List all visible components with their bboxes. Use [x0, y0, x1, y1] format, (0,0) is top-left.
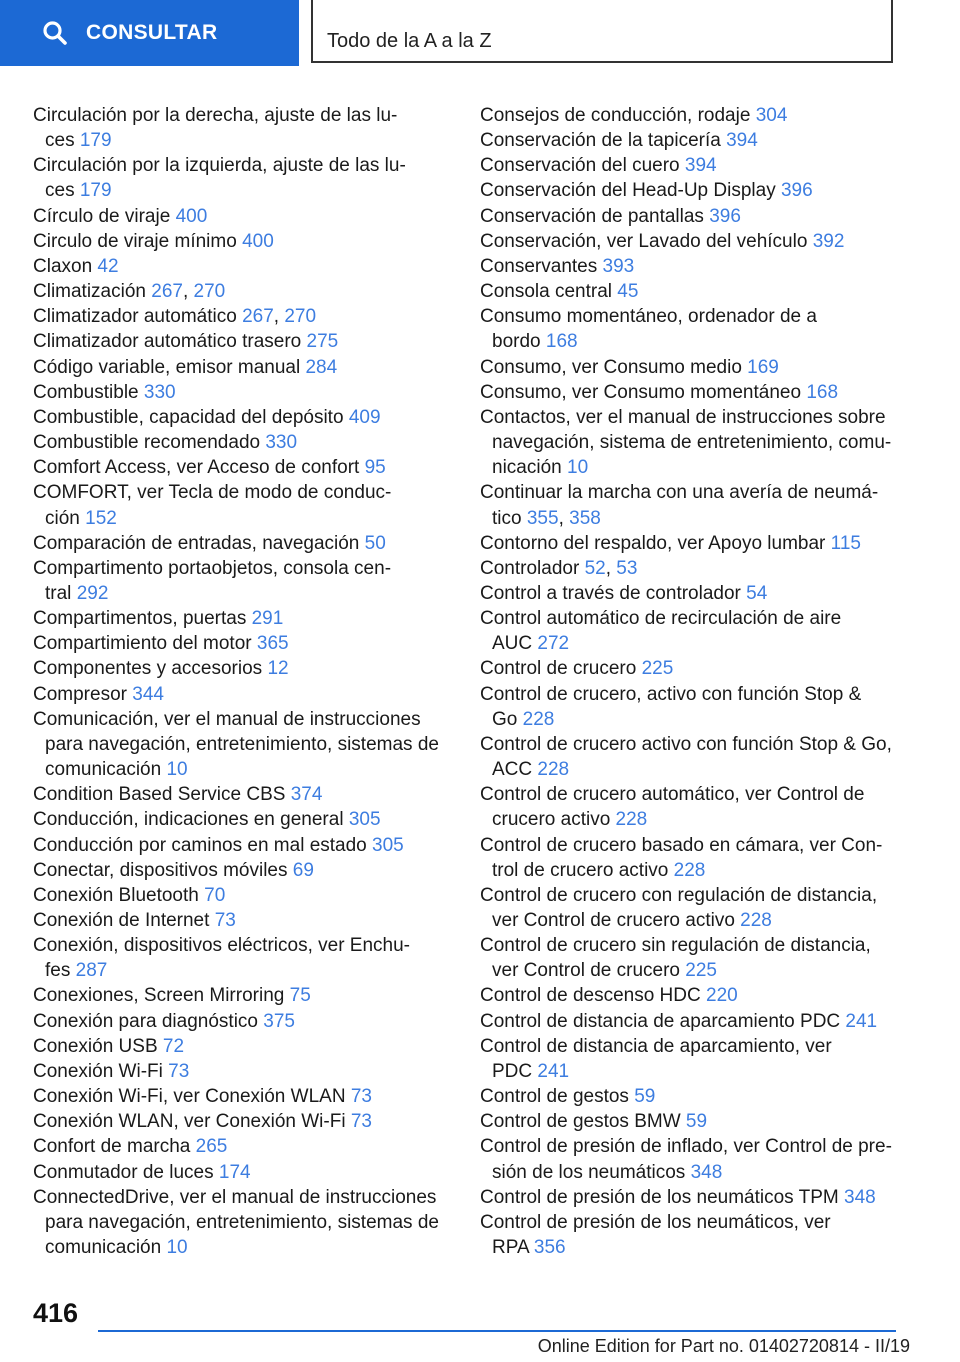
- consult-button[interactable]: [0, 0, 299, 66]
- entry-text: Control de crucero basado en cámara, ver Con-: [480, 834, 883, 856]
- page-link[interactable]: 394: [726, 130, 758, 152]
- consult-label: CONSULTAR: [86, 21, 218, 44]
- entry-text: Combustible recomendado: [33, 432, 266, 454]
- index-entry: [33, 229, 445, 254]
- entry-text: Conservación, ver Lavado del vehículo: [480, 230, 813, 252]
- page-link[interactable]: 174: [218, 1161, 251, 1183]
- page-link[interactable]: 169: [747, 356, 779, 378]
- index-entry: [33, 682, 445, 707]
- page-link[interactable]: 305: [372, 834, 404, 856]
- entry-text: RPA: [492, 1237, 534, 1259]
- page-link[interactable]: 45: [617, 281, 639, 303]
- entry-text: Conexiones, Screen Mirroring: [33, 985, 290, 1007]
- page-separator: ,: [605, 557, 617, 579]
- page-link[interactable]: 292: [76, 582, 109, 604]
- entry-text: Confort de marcha: [33, 1136, 196, 1158]
- entry-text: Componentes y accesorios: [33, 658, 268, 680]
- entry-text: Conservación de la tapicería: [480, 130, 727, 152]
- page-link[interactable]: 228: [615, 809, 648, 831]
- index-entry: [33, 1059, 445, 1084]
- entry-text: Comunicación, ver el manual de instrucciones: [33, 708, 421, 730]
- index-entry: [33, 204, 445, 229]
- index-entry: [33, 631, 445, 656]
- page-link[interactable]: 400: [242, 230, 274, 252]
- entry-text: Consumo momentáneo, ordenador de a: [480, 306, 817, 328]
- index-entry: [33, 782, 445, 807]
- index-entry: [33, 355, 445, 380]
- entry-text: AUC: [492, 633, 538, 655]
- page-link[interactable]: 228: [673, 859, 706, 881]
- index-entry: [480, 883, 900, 933]
- entry-text: Control de crucero sin regulación de distancia,: [480, 935, 871, 957]
- page-link[interactable]: 228: [522, 708, 555, 730]
- index-entry: [480, 1185, 900, 1210]
- index-entry: [33, 304, 445, 329]
- section-title: Todo de la A a la Z: [327, 30, 492, 52]
- index-entry: [480, 480, 900, 530]
- page-link[interactable]: 59: [634, 1086, 656, 1108]
- page-link[interactable]: 284: [305, 356, 338, 378]
- entry-text: Conmutador de luces: [33, 1161, 219, 1183]
- footer-edition: Online Edition for Part no. 01402720814 - II/19: [537, 1336, 910, 1356]
- entry-text: Control de descenso HDC: [480, 985, 706, 1007]
- entry-text: Conservación de pantallas: [480, 205, 710, 227]
- entry-text: trol de crucero activo: [492, 859, 674, 881]
- entry-text: Circulación por la izquierda, ajuste de las lu-: [33, 155, 406, 177]
- page-link[interactable]: 275: [306, 331, 339, 353]
- index-entry: [33, 455, 445, 480]
- index-entry: [480, 732, 900, 782]
- index-entry: [33, 858, 445, 883]
- index-entry: [480, 153, 900, 178]
- index-entry: [33, 480, 445, 530]
- entry-text: para navegación, entretenimiento, sistemas de: [45, 733, 439, 755]
- entry-text: ces: [45, 180, 80, 202]
- index-entry: [33, 1009, 445, 1034]
- index-entry: [33, 430, 445, 455]
- entry-text: Conexión, dispositivos eléctricos, ver Enchu-: [33, 935, 411, 957]
- page-link[interactable]: 272: [537, 633, 570, 655]
- page-link[interactable]: 394: [684, 155, 717, 177]
- page-link[interactable]: 220: [706, 985, 738, 1007]
- entry-text: Circulación por la derecha, ajuste de las lu-: [33, 105, 398, 126]
- page-link[interactable]: 400: [175, 205, 208, 227]
- search-icon: [42, 20, 68, 46]
- index-entry: [480, 682, 900, 732]
- entry-text: Conservación del Head-Up Display: [480, 180, 781, 202]
- page-link[interactable]: 168: [806, 381, 839, 403]
- page-link[interactable]: 10: [567, 457, 589, 479]
- entry-text: Compartimento portaobjetos, consola cen-: [33, 557, 392, 579]
- index-entry: [480, 229, 900, 254]
- index-entry: [33, 1134, 445, 1159]
- page-link[interactable]: 287: [75, 960, 108, 982]
- page-link[interactable]: 228: [537, 759, 570, 781]
- page-link[interactable]: 69: [292, 859, 314, 881]
- page-link[interactable]: 52: [584, 557, 606, 579]
- index-entry: [33, 531, 445, 556]
- entry-text: ver Control de crucero activo: [492, 910, 741, 931]
- entry-text: Compartimiento del motor: [33, 633, 257, 655]
- entry-text: Compartimentos, puertas: [33, 608, 252, 630]
- page-link[interactable]: 228: [740, 910, 772, 931]
- entry-text: Control de gestos BMW: [480, 1111, 686, 1133]
- entry-text: Control de crucero, activo con función Stop &: [480, 683, 862, 705]
- page-link[interactable]: 267: [151, 281, 183, 303]
- index-entry: [33, 933, 445, 983]
- index-entry: [480, 656, 900, 681]
- entry-text: comunicación: [45, 759, 167, 781]
- entry-text: para navegación, entretenimiento, sistemas de: [45, 1211, 439, 1233]
- page-link[interactable]: 12: [267, 658, 289, 680]
- page-link[interactable]: 72: [162, 1035, 185, 1057]
- index-entry: [33, 707, 445, 782]
- entry-text: Control a través de controlador: [480, 582, 747, 604]
- index-entry: [33, 833, 445, 858]
- entry-text: Comparación de entradas, navegación: [33, 532, 365, 554]
- entry-text: Climatizador automático trasero: [33, 331, 307, 353]
- entry-text: Controlador: [480, 557, 585, 579]
- page-link[interactable]: 305: [348, 809, 381, 831]
- page-link[interactable]: 344: [132, 683, 164, 705]
- index-entry: [480, 1084, 900, 1109]
- index-entry: [480, 581, 900, 606]
- entry-text: Control de distancia de aparcamiento PDC: [480, 1010, 846, 1032]
- entry-text: Contactos, ver el manual de instrucciones sobre: [480, 406, 886, 428]
- index-entry: [33, 254, 445, 279]
- page-link[interactable]: 348: [690, 1161, 723, 1183]
- entry-text: ACC: [492, 759, 538, 781]
- entry-text: fes: [45, 960, 76, 982]
- page-link[interactable]: 374: [290, 784, 323, 806]
- page-link[interactable]: 42: [97, 255, 119, 277]
- page-separator: ,: [558, 507, 570, 529]
- page-link[interactable]: 10: [166, 1237, 188, 1259]
- index-entry: [33, 807, 445, 832]
- index-entry: [480, 405, 900, 480]
- entry-text: Control de crucero automático, ver Control de: [480, 784, 865, 806]
- index-entry: [33, 656, 445, 681]
- index-entry: [480, 1009, 900, 1034]
- entry-text: comunicación: [45, 1237, 167, 1259]
- page-link[interactable]: 70: [204, 884, 226, 906]
- index-entry: [480, 178, 900, 203]
- entry-text: Control de crucero: [480, 658, 642, 680]
- entry-text: Conexión USB: [33, 1035, 163, 1057]
- entry-text: Control de gestos: [480, 1086, 635, 1108]
- page-link[interactable]: 291: [251, 608, 284, 630]
- entry-text: nicación: [492, 457, 567, 479]
- page-link[interactable]: 179: [79, 130, 112, 152]
- page-link[interactable]: 50: [364, 532, 386, 554]
- index-entry: [33, 908, 445, 933]
- page-link[interactable]: 73: [168, 1060, 190, 1082]
- entry-text: Conectar, dispositivos móviles: [33, 859, 293, 881]
- entry-text: Combustible, capacidad del depósito: [33, 406, 349, 428]
- page-link[interactable]: 73: [214, 910, 236, 931]
- entry-text: Control de distancia de aparcamiento, ver: [480, 1035, 832, 1057]
- index-entry: [480, 531, 900, 556]
- page-link[interactable]: 348: [844, 1186, 876, 1208]
- page-link[interactable]: 265: [195, 1136, 228, 1158]
- page-separator: ,: [273, 306, 285, 328]
- page-link[interactable]: 270: [193, 281, 226, 303]
- index-entry: [33, 1109, 445, 1134]
- entry-text: PDC: [492, 1060, 538, 1082]
- index-entry: [33, 556, 445, 606]
- page-link[interactable]: 115: [830, 532, 861, 554]
- header-bar: [0, 0, 960, 66]
- entry-text: Consejos de conducción, rodaje: [480, 105, 756, 126]
- page-link[interactable]: 75: [289, 985, 311, 1007]
- index-entry: [33, 279, 445, 304]
- entry-text: Código variable, emisor manual: [33, 356, 306, 378]
- index-entry: [33, 153, 445, 203]
- entry-text: ver Control de crucero: [492, 960, 686, 982]
- index-entry: [33, 1084, 445, 1109]
- entry-text: sión de los neumáticos: [492, 1161, 691, 1183]
- index-column-right: [480, 103, 900, 1260]
- index-entry: [33, 883, 445, 908]
- entry-text: Conexión Wi-Fi, ver Conexión WLAN: [33, 1086, 351, 1108]
- index-entry: [33, 1160, 445, 1185]
- entry-text: ConnectedDrive, ver el manual de instrucciones: [33, 1186, 437, 1208]
- page-link[interactable]: 241: [845, 1010, 878, 1032]
- index-entry: [33, 380, 445, 405]
- index-entry: [480, 606, 900, 656]
- page-separator: ,: [182, 281, 194, 303]
- page-link[interactable]: 179: [79, 180, 112, 202]
- index-entry: [33, 983, 445, 1008]
- entry-text: Conexión Wi-Fi: [33, 1060, 169, 1082]
- entry-text: Control automático de recirculación de aire: [480, 608, 842, 630]
- index-entry: [480, 279, 900, 304]
- entry-text: Círculo de viraje: [33, 205, 176, 227]
- index-entry: [33, 606, 445, 631]
- entry-text: Climatización: [33, 281, 152, 303]
- entry-text: Contorno del respaldo, ver Apoyo lumbar: [480, 532, 831, 554]
- page-number: 416: [33, 1298, 79, 1328]
- page-link[interactable]: 241: [537, 1060, 570, 1082]
- entry-text: Claxon: [33, 255, 98, 277]
- page-link[interactable]: 355: [526, 507, 559, 529]
- entry-text: ces: [45, 130, 80, 152]
- index-entry: [480, 833, 900, 883]
- entry-text: crucero activo: [492, 809, 616, 831]
- entry-text: Conducción, indicaciones en general: [33, 809, 349, 831]
- index-entry: [33, 329, 445, 354]
- entry-text: Condition Based Service CBS: [33, 784, 291, 806]
- page-link[interactable]: 59: [685, 1111, 708, 1133]
- page-link[interactable]: 73: [350, 1086, 372, 1108]
- index-entry: [480, 254, 900, 279]
- index-entry: [480, 304, 900, 354]
- page-link[interactable]: 396: [709, 205, 741, 227]
- index-entry: [480, 1134, 900, 1184]
- entry-text: navegación, sistema de entretenimiento, comu-: [492, 432, 892, 454]
- entry-text: Conexión para diagnóstico: [33, 1010, 264, 1032]
- entry-text: Conexión Bluetooth: [33, 884, 205, 906]
- entry-text: Consola central: [480, 281, 618, 303]
- page-link[interactable]: 358: [569, 507, 601, 529]
- page-link[interactable]: 392: [812, 230, 845, 252]
- entry-text: Control de crucero con regulación de distancia,: [480, 884, 878, 906]
- entry-text: Control de crucero activo con función Stop & Go,: [480, 733, 892, 755]
- page-link[interactable]: 393: [602, 255, 635, 277]
- page-link[interactable]: 267: [242, 306, 274, 328]
- index-entry: [480, 380, 900, 405]
- entry-text: Continuar la marcha con una avería de neumá-: [480, 482, 879, 504]
- index-column-left: [33, 103, 445, 1260]
- section-tab[interactable]: [311, 0, 893, 63]
- index-entry: [480, 1034, 900, 1084]
- entry-text: bordo: [492, 331, 546, 353]
- entry-text: ción: [45, 507, 86, 529]
- page-link[interactable]: 95: [364, 457, 386, 479]
- entry-text: tico: [492, 507, 527, 529]
- index-entry: [480, 204, 900, 229]
- page-link[interactable]: 73: [350, 1111, 372, 1133]
- page-link[interactable]: 365: [256, 633, 289, 655]
- page-link[interactable]: 225: [641, 658, 674, 680]
- index-entry: [480, 103, 900, 128]
- page-link[interactable]: 10: [166, 759, 188, 781]
- entry-text: Combustible: [33, 381, 144, 403]
- page-link[interactable]: 409: [348, 406, 381, 428]
- entry-text: Control de presión de inflado, ver Control de pre-: [480, 1136, 892, 1158]
- footer-divider: [98, 1330, 896, 1332]
- page-link[interactable]: 396: [780, 180, 813, 202]
- entry-text: Control de presión de los neumáticos, ver: [480, 1211, 831, 1233]
- index-entry: [480, 782, 900, 832]
- entry-text: Conducción por caminos en mal estado: [33, 834, 373, 856]
- page-link[interactable]: 304: [755, 105, 788, 126]
- index-entry: [480, 983, 900, 1008]
- page-link[interactable]: 375: [263, 1010, 295, 1032]
- entry-text: Conexión de Internet: [33, 910, 215, 931]
- entry-text: Conservación del cuero: [480, 155, 685, 177]
- index-entry: [480, 1109, 900, 1134]
- index-entry: [480, 556, 900, 581]
- entry-text: COMFORT, ver Tecla de modo de conduc-: [33, 482, 392, 504]
- index-entry: [480, 1210, 900, 1260]
- index-entry: [33, 1034, 445, 1059]
- entry-text: Compresor: [33, 683, 133, 705]
- index-entry: [480, 128, 900, 153]
- page-link[interactable]: 168: [545, 331, 578, 353]
- index-entry: [33, 103, 445, 153]
- index-entry: [33, 405, 445, 430]
- entry-text: Conservantes: [480, 255, 603, 277]
- entry-text: Go: [492, 708, 523, 730]
- entry-text: Circulo de viraje mínimo: [33, 230, 243, 252]
- index-entry: [480, 933, 900, 983]
- entry-text: Consumo, ver Consumo medio: [480, 356, 748, 378]
- entry-text: Comfort Access, ver Acceso de confort: [33, 457, 365, 479]
- page-link[interactable]: 53: [616, 557, 638, 579]
- page-link[interactable]: 270: [284, 306, 317, 328]
- entry-text: Conexión WLAN, ver Conexión Wi-Fi: [33, 1111, 351, 1133]
- page-link[interactable]: 356: [533, 1237, 566, 1259]
- entry-text: Climatizador automático: [33, 306, 243, 328]
- entry-text: tral: [45, 582, 77, 604]
- entry-text: Control de presión de los neumáticos TPM: [480, 1186, 844, 1208]
- page-link[interactable]: 330: [265, 432, 298, 454]
- entry-text: Consumo, ver Consumo momentáneo: [480, 381, 807, 403]
- page-link[interactable]: 54: [746, 582, 768, 604]
- index-entry: [480, 355, 900, 380]
- index-entry: [33, 1185, 445, 1260]
- page-link[interactable]: 152: [85, 507, 117, 529]
- page-link[interactable]: 225: [685, 960, 717, 982]
- page-link[interactable]: 330: [143, 381, 176, 403]
